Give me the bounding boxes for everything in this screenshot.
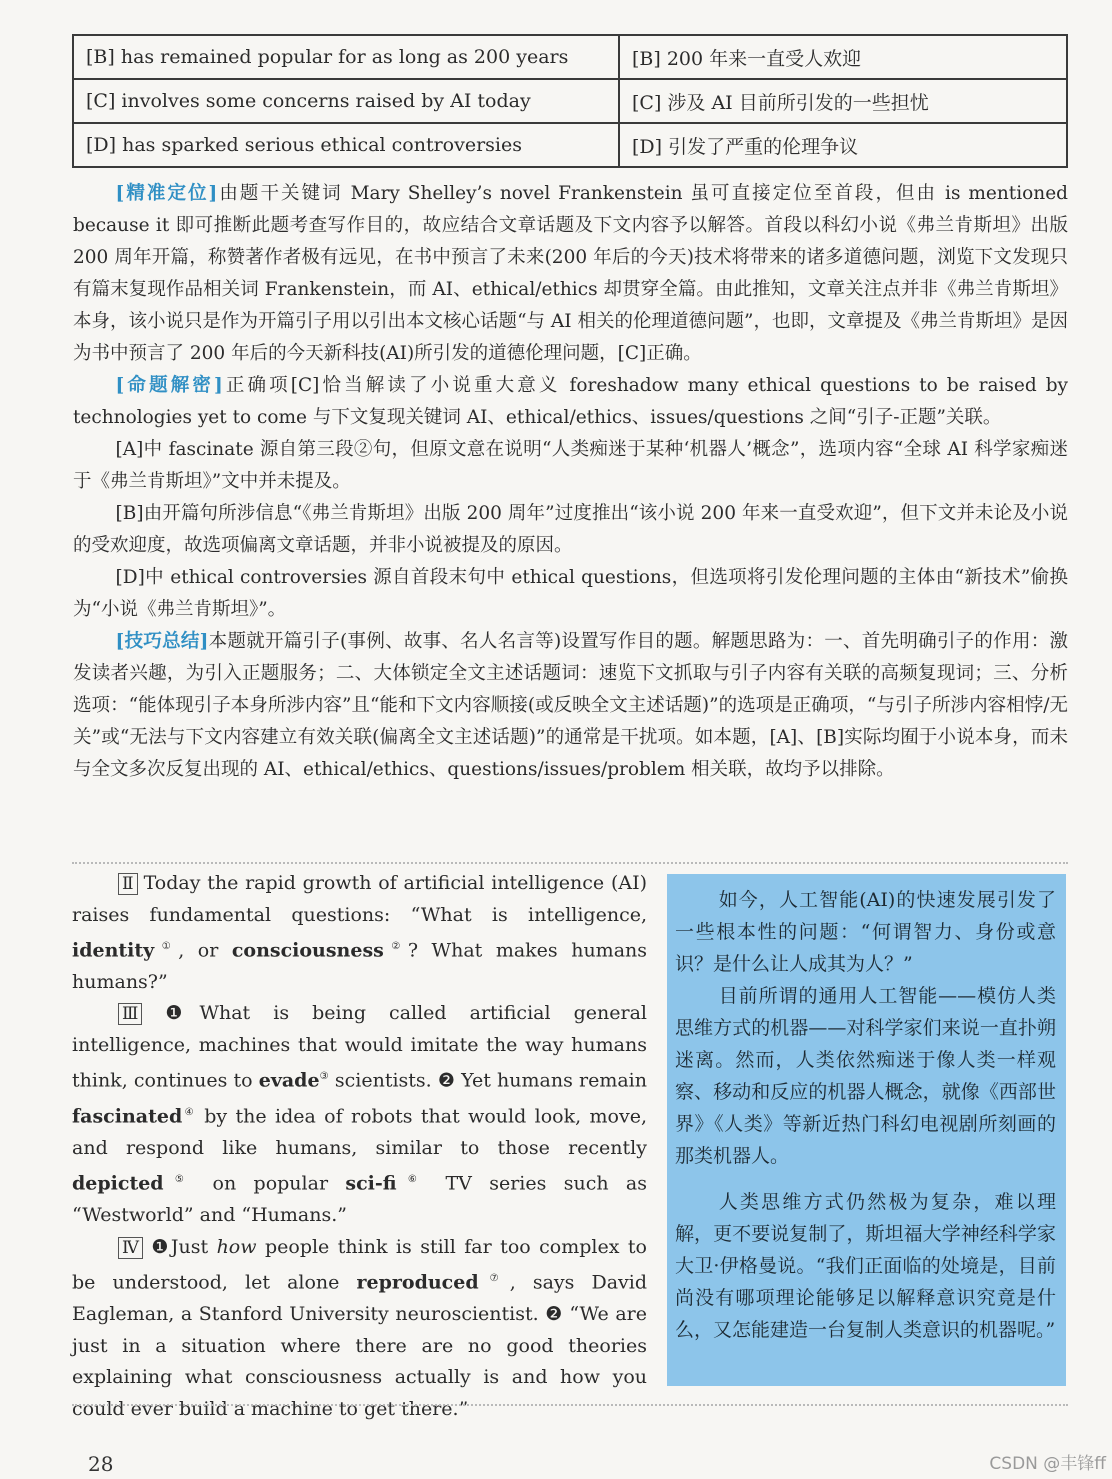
vocab-word: depicted: [72, 1172, 164, 1195]
vocab-word: reproduced: [356, 1271, 479, 1294]
option-zh: [C] 涉及 AI 目前所引发的一些担忧: [619, 79, 1067, 123]
analysis-paragraph: [A]中 fascinate 源自第三段②句，但原文意在说明“人类痴迷于某种‘机器人’概念”，选项内容“全球 AI 科学家痴迷于《弗兰肯斯坦》”文中并未提及。: [73, 439, 1068, 492]
analysis-paragraph: [B]由开篇句所涉信息“《弗兰肯斯坦》出版 200 周年”过度推出“该小说 200 年来一直受欢迎”，但下文并未论及小说的受欢迎度，故选项偏离文章话题，并非小说被提及的原因。: [73, 503, 1068, 556]
sentence-marker: ❶: [148, 1235, 171, 1258]
translation-paragraph: 目前所谓的通用人工智能——模仿人类思维方式的机器——对科学家们来说一直扑朔迷离。然而，人类依然痴迷于像人类一样观察、移动和反应的机器人概念，就像《西部世界》《人类》等新近热门科幻电视剧所刻画的那类机器人。: [675, 985, 1056, 1167]
translation-paragraph: 如今，人工智能(AI)的快速发展引发了一些根本性的问题：“何谓智力、身份或意识？是什么让人成其为人？”: [675, 889, 1056, 975]
analysis-paragraph: [73, 626, 1068, 786]
table-row: [73, 35, 1067, 79]
translation-box: [667, 874, 1066, 1386]
analysis-paragraph: [73, 178, 1068, 370]
sentence-marker: ❶: [148, 1002, 200, 1025]
paragraph-number: Ⅲ: [118, 1003, 142, 1025]
passage-paragraph: Ⅱ Today the rapid growth of artificial intelligence (AI) raises fundamental questions: “What is intelligence, identity①, or consciousness②? What makes humans humans?”: [72, 872, 648, 993]
paragraph-number: Ⅳ: [118, 1237, 143, 1259]
vocab-word: fascinated: [72, 1105, 183, 1128]
analysis-text: 正确项[C]恰当解读了小说重大意义 foreshadow many ethical questions to be raised by technologies yet to come 与下文复现关键词 AI、ethical/ethics、issues/questions 之间“引子-正题”关联。: [73, 375, 1068, 428]
vocab-word: identity: [72, 939, 155, 962]
analysis-paragraph: [73, 370, 1068, 434]
passage-paragraph: Ⅲ ❶What is being called artificial general intelligence, machines that would imitate the way humans think, continues to evade③ scientists. ❷ Yet humans remain fascinated④ by the idea of robots that would look, move, and respond like humans, similar to those recently depicted⑤ on popular sci-fi⑥ TV series such as “Westworld” and “Humans.”: [72, 1002, 647, 1227]
vocab-word: consciousness: [231, 939, 384, 962]
table-row: [73, 123, 1067, 167]
answer-analysis: [73, 178, 1068, 786]
passage-paragraph: Ⅳ ❶Just how people think is still far too complex to be understood, let alone reproduced⑦, says David Eagleman, a Stanford University neuroscientist. ❷ “We are just in a situation where there are no good theories explaining what consciousness actually is and how you could ever build a machine to get there.”: [72, 1235, 648, 1420]
option-zh: [D] 引发了严重的伦理争议: [619, 123, 1067, 167]
table-row: [73, 79, 1067, 123]
option-en: [C] involves some concerns raised by AI today: [73, 79, 619, 123]
translation-paragraph: 人类思维方式仍然极为复杂，难以理解，更不要说复制了，斯坦福大学神经科学家大卫·伊格曼说。“我们正面临的处境是，目前尚没有哪项理论能够足以解释意识究竟是什么，又怎能建造一台复制人类意识的机器呢。”: [675, 1191, 1056, 1341]
analysis-text: 由题干关键词 Mary Shelley’s novel Frankenstein 虽可直接定位至首段，但由 is mentioned because it 即可推断此题考查写作目的，故应结合文章话题及下文内容予以解答。首段以科幻小说《弗兰肯斯坦》出版 200 周年开篇，称赞著作者极有远见，在书中预言了未来(200 年后的今天)技术将带来的诸多道德问题，浏览下文发现只有篇末复现作品相关词 Frankenstein，而 AI、ethical/ethics 却贯穿全篇。由此推知，文章关注点并非《弗兰肯斯坦》本身，该小说只是作为开篇引子用以引出本文核心话题“与 AI 相关的伦理道德问题”，也即，文章提及《弗兰肯斯坦》是因为书中预言了 200 年后的今天新科技(AI)所引发的道德伦理问题，[C]正确。: [73, 183, 1068, 364]
analysis-text: 本题就开篇引子(事例、故事、名人名言等)设置写作目的题。解题思路为：一、首先明确引子的作用：激发读者兴趣，为引入正题服务；二、大体锁定全文主述话题词：速览下文抓取与引子内容有关联的高频复现词；三、分析选项：“能体现引子本身所涉内容”且“能和下文内容顺接(或反映全文主述话题)”的选项是正确项，“与引子所涉内容相悖/无关”或“无法与下文内容建立有效关联(偏离全文主述话题)”的通常是干扰项。如本题，[A]、[B]实际均囿于小说本身，而未与全文多次反复出现的 AI、ethical/ethics、questions/issues/problem 相关联，故均予以排除。: [73, 631, 1068, 780]
sentence-marker: ❷: [437, 1069, 455, 1092]
vocab-word: evade: [258, 1069, 320, 1092]
dotted-divider: [72, 1404, 1068, 1406]
tag-label: [技巧总结]: [115, 631, 209, 652]
tag-label: [命题解密]: [115, 375, 223, 396]
watermark: CSDN @丰锋ff: [989, 1454, 1106, 1474]
options-table: [72, 34, 1068, 168]
analysis-paragraph: [D]中 ethical controversies 源自首段末句中 ethical questions，但选项将引发伦理问题的主体由“新技术”偷换为“小说《弗兰肯斯坦》”。: [73, 567, 1068, 620]
vocab-word: sci-fi: [345, 1172, 397, 1195]
dotted-divider: [72, 862, 1068, 864]
option-zh: [B] 200 年来一直受人欢迎: [619, 35, 1067, 79]
sentence-marker: ❷: [545, 1303, 563, 1326]
reading-passage: [72, 868, 647, 1425]
tag-label: [精准定位]: [115, 183, 218, 204]
option-en: [D] has sparked serious ethical controversies: [73, 123, 619, 167]
paragraph-number: Ⅱ: [118, 873, 138, 895]
option-en: [B] has remained popular for as long as 200 years: [73, 35, 619, 79]
page-number: 28: [88, 1452, 114, 1476]
